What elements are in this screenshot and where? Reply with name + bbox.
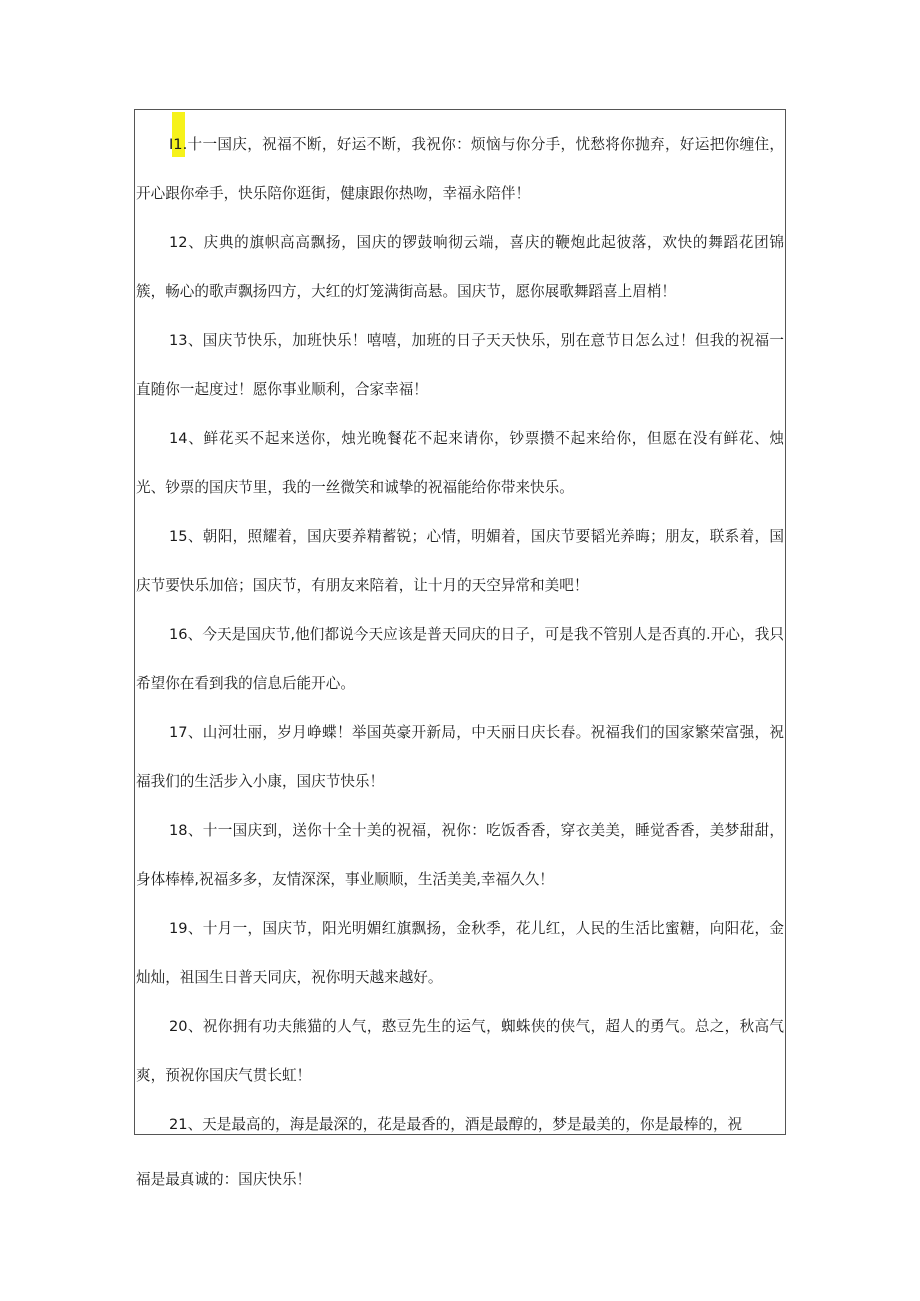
paragraph-20: 20、祝你拥有功夫熊猫的人气，憨豆先生的运气，蜘蛛侠的侠气，超人的勇气。总之，秋高气爽，预祝你国庆气贯长虹！ — [136, 1018, 784, 1084]
paragraph-21-continuation: 福是最真诚的：国庆快乐！ — [136, 1171, 312, 1188]
paragraph-14: 14、鲜花买不起来送你，烛光晚餐花不起来请你，钞票攒不起来给你，但愿在没有鲜花、烛光、钞票的国庆节里，我的一丝微笑和诚挚的祝福能给你带来快乐。 — [136, 430, 784, 496]
paragraph-21: 21、天是最高的，海是最深的，花是最香的，酒是最醇的，梦是最美的，你是最棒的，祝 — [169, 1116, 743, 1133]
paragraph-17: 17、山河壮丽，岁月峥蝶！举国英豪开新局，中天丽日庆长春。祝福我们的国家繁荣富强，祝福我们的生活步入小康，国庆节快乐！ — [136, 724, 784, 790]
paragraph-11: I1.十一国庆，祝福不断，好运不断，我祝你：烦恼与你分手，忧愁将你抛弃，好运把你缠住，开心跟你牵手，快乐陪你逛街，健康跟你热吻，幸福永陪伴！ — [136, 136, 784, 202]
paragraph-12: 12、庆典的旗帜高高飘扬，国庆的锣鼓响彻云端，喜庆的鞭炮此起彼落，欢快的舞蹈花团锦簇，畅心的歌声飘扬四方，大红的灯笼满街高悬。国庆节，愿你展歌舞蹈喜上眉梢！ — [136, 234, 784, 300]
paragraph-16: 16、今天是国庆节,他们都说今天应该是普天同庆的日子，可是我不管别人是否真的.开心，我只希望你在看到我的信息后能开心。 — [136, 626, 784, 692]
paragraph-19: 19、十月一，国庆节，阳光明媚红旗飘扬，金秋季，花儿红，人民的生活比蜜糖，向阳花，金灿灿，祖国生日普天同庆，祝你明天越来越好。 — [136, 920, 784, 986]
paragraph-15: 15、朝阳，照耀着，国庆要养精蓄锐；心情，明媚着，国庆节要韬光养晦；朋友，联系着，国庆节要快乐加倍；国庆节，有朋友来陪着，让十月的天空异常和美吧！ — [136, 528, 784, 594]
paragraph-13: 13、国庆节快乐，加班快乐！嘻嘻，加班的日子天天快乐，别在意节日怎么过！但我的祝福一直随你一起度过！愿你事业顺利，合家幸福！ — [136, 332, 784, 398]
paragraph-18: 18、十一国庆到，送你十全十美的祝福，祝你：吃饭香香，穿衣美美，睡觉香香，美梦甜甜，身体棒棒,祝福多多，友情深深，事业顺顺，生活美美,幸福久久！ — [136, 822, 784, 888]
